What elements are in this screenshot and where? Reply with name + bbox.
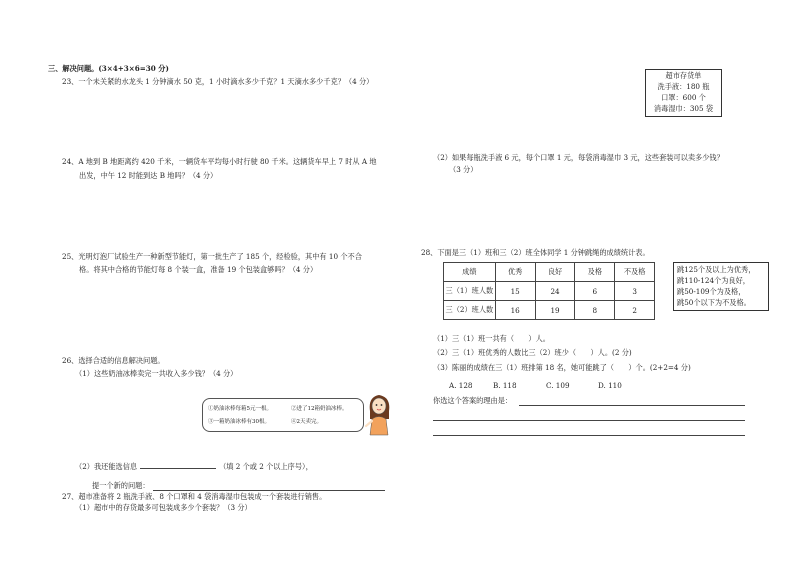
table-cell: 三（2）班人数 <box>444 301 496 320</box>
table-cell: 19 <box>535 301 575 320</box>
table-cell: 24 <box>535 282 575 301</box>
question-26-sub2-new: 提一个新的问题： <box>92 481 150 490</box>
table-header: 成绩 <box>444 263 496 282</box>
question-23: 23、一个未关紧的水龙头 1 分钟滴水 50 克，1 小时滴水多少千克？1 天滴水多少千克？（4 分） <box>62 77 374 86</box>
girl-illustration <box>364 391 394 437</box>
question-27-sub2-line1: （2）如果每瓶洗手液 6 元，每个口罩 1 元，每袋消毒湿巾 3 元，这些套装可以卖多少钱？ <box>433 153 724 162</box>
reason-label: 你选这个答案的理由是： <box>433 396 513 405</box>
option-c[interactable]: C. 109 <box>546 381 570 390</box>
table-cell: 3 <box>615 282 655 301</box>
table-header: 优秀 <box>495 263 535 282</box>
table-cell: 三（1）班人数 <box>444 282 496 301</box>
sub2-hint: （填 2 个或 2 个以上序号）， <box>219 462 313 471</box>
question-26-sub2 <box>75 461 313 471</box>
stock-title: 超市存货单 <box>665 71 702 80</box>
table-cell: 15 <box>495 282 535 301</box>
criteria-fail: 跳50个以下为不及格。 <box>677 298 751 307</box>
table-header: 及格 <box>575 263 615 282</box>
reason-line-3[interactable] <box>433 435 745 436</box>
question-24-line2: 出发，中午 12 时能到达 B 地吗？（4 分） <box>79 171 218 180</box>
table-cell: 8 <box>575 301 615 320</box>
option-d[interactable]: D. 110 <box>598 381 622 390</box>
sub2-label: （2）我还能选信息 <box>75 462 138 471</box>
question-25-line2: 格。将其中合格的节能灯每 8 个装一盒，准备 19 个包装盒够吗？（4 分） <box>79 265 318 274</box>
table-header: 良好 <box>535 263 575 282</box>
question-27-sub1: （1）超市中的存货最多可包装成多少个套装？（3 分） <box>75 503 252 512</box>
question-25-line1: 25、光明灯泡厂试验生产一种新型节能灯，第一批生产了 185 个，经检验，其中有 10 个不合 <box>62 252 362 261</box>
stock-list-box <box>645 69 722 117</box>
info-1: ①奶油冰棒每箱5元一根。 <box>208 406 273 412</box>
question-28-sub3: （3）陈丽的成绩在三（1）班排第 18 名，她可能跳了（ ）个。(2+2=4 分) <box>433 363 691 372</box>
reason-line-1[interactable] <box>519 405 745 406</box>
criteria-excellent: 跳125个及以上为优秀， <box>677 265 756 274</box>
table-cell: 6 <box>575 282 615 301</box>
question-27-line1: 27、超市准备将 2 瓶洗手液、8 个口罩和 4 袋消毒湿巾包装成一个套装进行销售。 <box>62 492 327 501</box>
table-cell: 16 <box>495 301 535 320</box>
stock-handwash: 洗手液：180 瓶 <box>657 82 710 91</box>
question-28-title: 28、下面是三（1）班和三（2）班全体同学 1 分钟跳绳的成绩统计表。 <box>421 248 650 257</box>
question-26-sub1: （1）这些奶油冰棒卖完一共收入多少钱？（4 分） <box>75 369 238 378</box>
score-table <box>443 262 655 320</box>
info-3: ③一箱奶油冰棒有30根。 <box>208 419 270 425</box>
question-28-sub2: （2）三（1）班优秀的人数比三（2）班少（ ）人。(2 分) <box>433 348 632 357</box>
table-row <box>444 301 655 320</box>
criteria-pass: 跳50-109个为及格， <box>677 287 746 296</box>
new-question-line[interactable] <box>153 490 385 491</box>
info-4: ④2天卖完。 <box>291 419 322 425</box>
criteria-good: 跳110-124个为良好， <box>677 276 750 285</box>
table-cell: 2 <box>615 301 655 320</box>
info-answer-blank[interactable] <box>140 461 216 469</box>
stock-wipes: 消毒湿巾：305 袋 <box>653 104 714 113</box>
question-26-title: 26、选择合适的信息解决问题。 <box>62 356 165 365</box>
info-box <box>202 398 364 432</box>
table-header-row <box>444 263 655 282</box>
table-row <box>444 282 655 301</box>
question-28-sub1: （1）三（1）班一共有（ ）人。 <box>433 334 550 343</box>
option-a[interactable]: A. 128 <box>449 381 473 390</box>
stock-masks: 口罩：600 个 <box>661 93 706 102</box>
table-header: 不及格 <box>615 263 655 282</box>
section-title: 三、解决问题。(3×4+3×6=30 分) <box>48 64 169 73</box>
info-2: ②进了12箱奶油冰棒。 <box>291 406 348 412</box>
reason-line-2[interactable] <box>433 420 745 421</box>
question-24-line1: 24、A 地到 B 地距离约 420 千米，一辆货车平均每小时行驶 80 千米。这辆货车早上 7 时从 A 地 <box>62 157 377 166</box>
question-27-sub2-line2: （3 分） <box>449 165 478 174</box>
criteria-box <box>673 262 769 311</box>
option-b[interactable]: B. 118 <box>493 381 517 390</box>
